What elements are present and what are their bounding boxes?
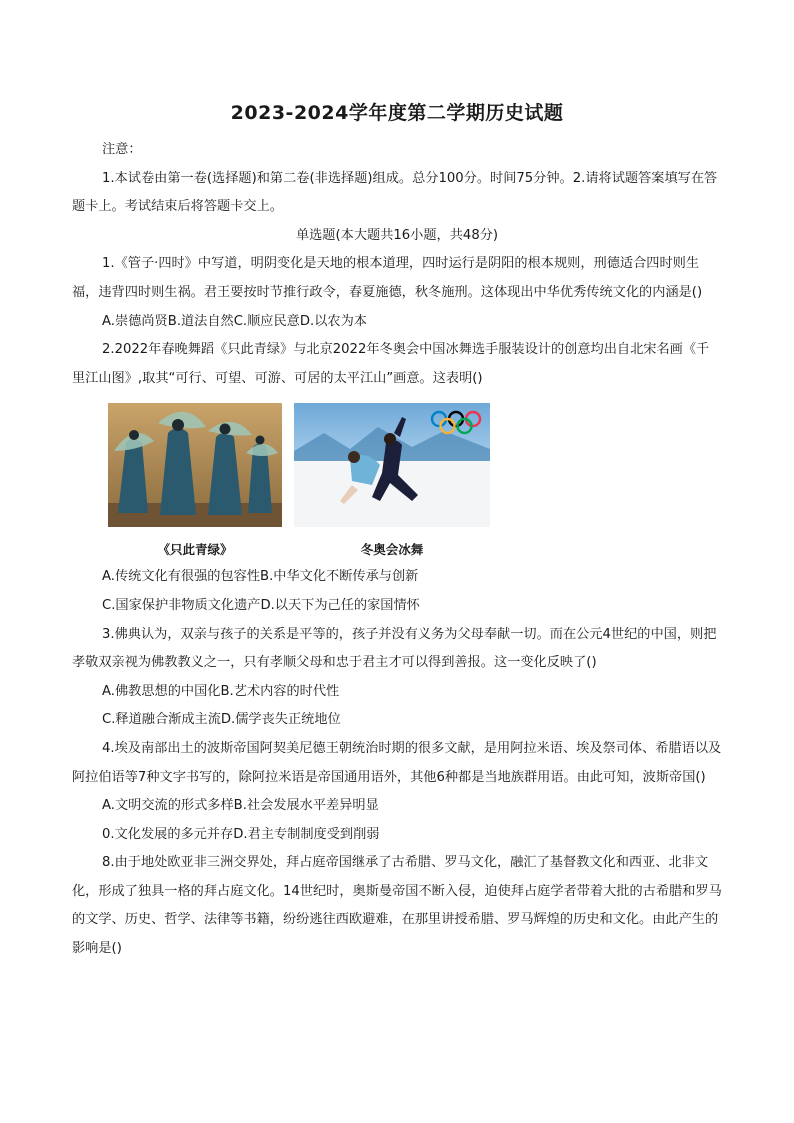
question-option: C.释道融合渐成主流D.儒学丧失正统地位 <box>102 712 341 728</box>
notice-text: 1.本试卷由第一卷(选择题)和第二卷(非选择题)组成。总分100分。时间75分钟。2.请将试题答案填写在答题卡上。考试结束后将答题卡交上。 <box>72 170 718 215</box>
question-stem: 2.2022年春晚舞蹈《只此青绿》与北京2022年冬奥会中国冰舞选手服装设计的创意均出自北宋名画《千里江山图》,取其“可行、可望、可游、可居的太平江山”画意。这表明() <box>72 342 710 386</box>
question-option: A.传统文化有很强的包容性B.中华文化不断传承与创新 <box>102 569 419 585</box>
question-stem: 4.埃及南部出土的波斯帝国阿契美尼德王朝统治时期的很多文献，是用阿拉米语、埃及祭司体、希腊语以及阿拉伯语等7种文字书写的，除阿拉米语是帝国通用语外，其他6种都是当地族群用语。由此可知，波斯帝国() <box>72 740 722 785</box>
dance-photo <box>108 403 282 527</box>
question-option: A.文明交流的形式多样B.社会发展水平差异明显 <box>102 798 379 814</box>
figure-caption: 冬奥会冰舞 <box>360 542 424 558</box>
question-option: 0.文化发展的多元并存D.君主专制制度受到削弱 <box>102 826 380 842</box>
figure-caption: 《只此青绿》 <box>157 542 233 558</box>
question-option: A.崇德尚贤B.道法自然C.顺应民意D.以农为本 <box>102 313 367 329</box>
question-stem: 3.佛典认为，双亲与孩子的关系是平等的，孩子并没有义务为父母奉献一切。而在公元4世纪的中国，则把孝敬双亲视为佛教教义之一，只有孝顺父母和忠于君主才可以得到善报。这一变化反映了() <box>72 626 717 671</box>
notice-label: 注意： <box>102 142 142 157</box>
question-stem: 8.由于地处欧亚非三洲交界处，拜占庭帝国继承了古希腊、罗马文化，融汇了基督教文化和西亚、北非文化，形成了独具一格的拜占庭文化。14世纪时，奥斯曼帝国不断入侵，迫使拜占庭学者带着大批的古希腊和罗马的文学、历史、哲学、法律等书籍，纷纷逃往西欧避难，在那里讲授希腊、罗马辉煌的历史和文化。由此产生的影响是() <box>72 855 722 957</box>
section-heading: 单选题(本大题共16小题，共48分) <box>295 227 499 243</box>
question-figures <box>108 403 722 563</box>
question-option: C.国家保护非物质文化遗产D.以天下为己任的家国情怀 <box>102 597 420 613</box>
page-title: 2023-2024学年度第二学期历史试题 <box>230 102 564 124</box>
ice-dance-photo <box>294 403 490 527</box>
question-stem: 1.《管子·四时》中写道，明阴变化是天地的根本道理，四时运行是阴阳的根本规则，刑德适合四时则生福，违背四时则生祸。君王要按时节推行政令，春夏施德，秋冬施刑。这体现出中华优秀传统文化的内涵是() <box>72 256 703 300</box>
exam-body <box>72 136 722 964</box>
question-option: A.佛教思想的中国化B.艺术内容的时代性 <box>102 683 340 699</box>
